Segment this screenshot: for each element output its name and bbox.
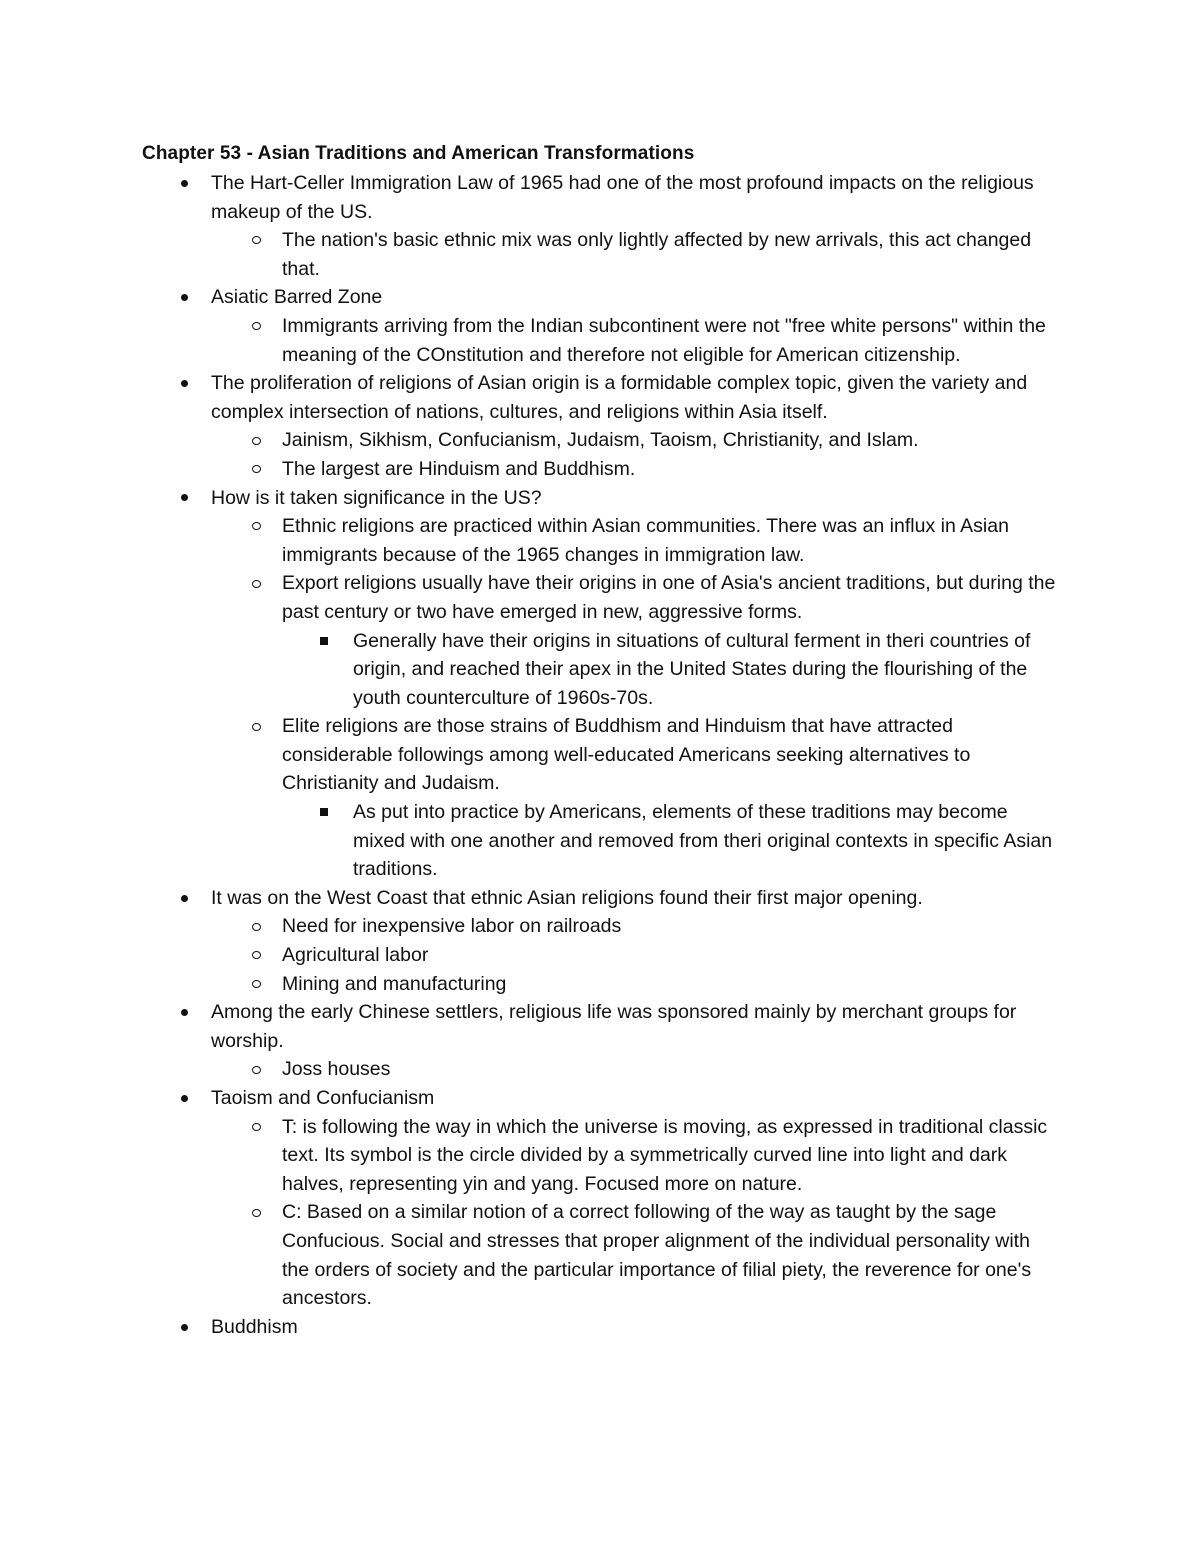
bullet-text: Jainism, Sikhism, Confucianism, Judaism, Taoism, Christianity, and Islam. <box>282 429 919 452</box>
chapter-title: Chapter 53 - Asian Traditions and American Transformations <box>142 143 695 164</box>
bullet-item <box>0 484 1056 513</box>
bullet-circle-icon <box>250 941 262 970</box>
bullet-text: Asiatic Barred Zone <box>211 286 383 309</box>
bullet-circle-icon <box>250 1055 262 1084</box>
bullet-circle-icon <box>250 1113 262 1142</box>
bullet-dot-icon <box>178 369 190 398</box>
sub-bullet-item <box>0 226 1060 283</box>
sub-bullet-item <box>0 1113 1060 1199</box>
notes-list <box>0 169 1200 1341</box>
bullet-square-icon <box>318 798 330 827</box>
bullet-item <box>0 1313 1056 1342</box>
bullet-circle-icon <box>250 1198 262 1227</box>
bullet-item <box>0 998 1056 1055</box>
bullet-text: The Hart-Celler Immigration Law of 1965 had one of the most profound impacts on the religious makeup of the US. <box>211 172 1034 223</box>
bullet-text: It was on the West Coast that ethnic Asian religions found their first major opening. <box>211 886 923 909</box>
bullet-item <box>0 169 1056 226</box>
bullet-text: T: is following the way in which the universe is moving, as expressed in traditional classic text. Its symbol is the circle divided by a symmetrically curved line into light and dark halves, representing yin and yang. Focused more on nature. <box>282 1115 1048 1195</box>
bullet-dot-icon <box>178 1084 190 1113</box>
sub-bullet-item <box>0 455 1060 484</box>
bullet-circle-icon <box>250 455 262 484</box>
bullet-text: Generally have their origins in situations of cultural ferment in theri countries of origin, and reached their apex in the United States during the flourishing of the youth counterculture of 1960s-70s. <box>353 629 1031 709</box>
bullet-circle-icon <box>250 970 262 999</box>
sub-bullet-item <box>0 512 1060 569</box>
bullet-dot-icon <box>178 169 190 198</box>
sub-bullet-item <box>0 912 1060 941</box>
bullet-text: Need for inexpensive labor on railroads <box>282 915 622 938</box>
bullet-text: C: Based on a similar notion of a correct following of the way as taught by the sage Confucious. Social and stresses that proper alignment of the individual personality with the orders of society and the particular importance of filial piety, the reverence for one's ancestors. <box>282 1201 1032 1310</box>
bullet-text: The proliferation of religions of Asian origin is a formidable complex topic, given the variety and complex intersection of nations, cultures, and religions within Asia itself. <box>211 372 1028 423</box>
bullet-text: Ethnic religions are practiced within Asian communities. There was an influx in Asian immigrants because of the 1965 changes in immigration law. <box>282 515 1009 566</box>
bullet-dot-icon <box>178 283 190 312</box>
bullet-circle-icon <box>250 312 262 341</box>
sub-sub-bullet-item <box>0 627 1058 713</box>
bullet-circle-icon <box>250 569 262 598</box>
bullet-text: Among the early Chinese settlers, religious life was sponsored mainly by merchant groups for worship. <box>211 1001 1017 1052</box>
bullet-dot-icon <box>178 884 190 913</box>
bullet-text: As put into practice by Americans, elements of these traditions may become mixed with one another and removed from theri original contexts in specific Asian traditions. <box>353 801 1053 881</box>
sub-bullet-item <box>0 426 1060 455</box>
sub-bullet-item <box>0 312 1060 369</box>
bullet-dot-icon <box>178 1313 190 1342</box>
sub-bullet-item <box>0 970 1060 999</box>
bullet-text: Immigrants arriving from the Indian subcontinent were not "free white persons" within the meaning of the COnstitution and therefore not eligible for American citizenship. <box>282 314 1046 366</box>
bullet-item <box>0 884 1056 913</box>
bullet-text: Joss houses <box>282 1058 391 1081</box>
bullet-item <box>0 283 1056 312</box>
bullet-circle-icon <box>250 912 262 941</box>
bullet-text: Mining and manufacturing <box>282 972 507 995</box>
sub-bullet-item <box>0 569 1060 626</box>
bullet-square-icon <box>318 627 330 656</box>
bullet-dot-icon <box>178 998 190 1027</box>
bullet-item <box>0 369 1056 426</box>
bullet-text: The largest are Hinduism and Buddhism. <box>282 457 636 480</box>
sub-sub-bullet-item <box>0 798 1058 884</box>
bullet-text: Buddhism <box>211 1315 298 1338</box>
bullet-text: Taoism and Confucianism <box>211 1087 435 1109</box>
bullet-text: Export religions usually have their origins in one of Asia's ancient traditions, but during the past century or two have emerged in new, aggressive forms. <box>282 572 1056 623</box>
bullet-text: How is it taken significance in the US? <box>211 486 542 509</box>
bullet-text: The nation's basic ethnic mix was only lightly affected by new arrivals, this act changed that. <box>282 229 1032 280</box>
sub-bullet-item <box>0 1055 1060 1084</box>
bullet-circle-icon <box>250 512 262 541</box>
bullet-text: Elite religions are those strains of Buddhism and Hinduism that have attracted considerable followings among well-educated Americans seeking alternatives to Christianity and Judaism. <box>282 715 971 795</box>
bullet-dot-icon <box>178 484 190 513</box>
bullet-circle-icon <box>250 712 262 741</box>
sub-bullet-item <box>0 712 1060 798</box>
sub-bullet-item <box>0 1198 1060 1312</box>
bullet-text: Agricultural labor <box>282 944 429 967</box>
bullet-item <box>0 1084 1056 1113</box>
sub-bullet-item <box>0 941 1060 970</box>
bullet-circle-icon <box>250 226 262 255</box>
bullet-circle-icon <box>250 426 262 455</box>
